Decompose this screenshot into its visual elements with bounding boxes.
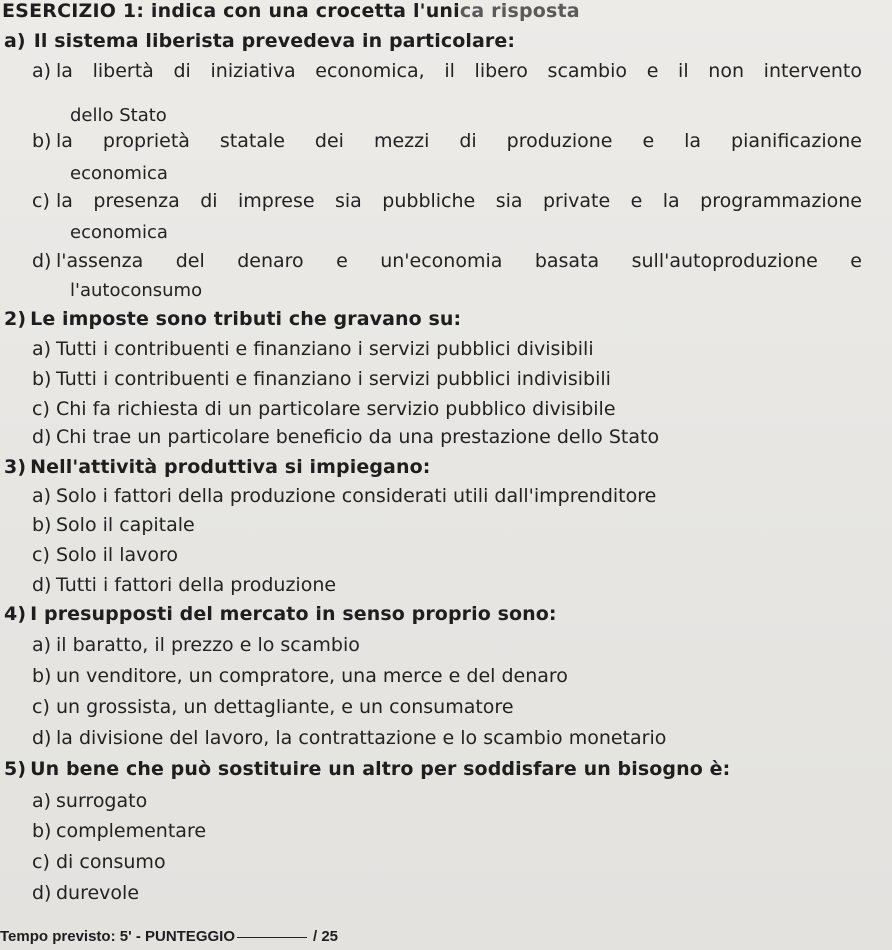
q2-option-b[interactable]: b) Tutti i contribuenti e finanziano i servizi pubblici indivisibili: [32, 368, 611, 390]
q5-option-c[interactable]: c) di consumo: [32, 851, 166, 873]
q1-option-c-cont: economica: [70, 222, 168, 243]
q2-option-d[interactable]: d) Chi trae un particolare beneficio da una prestazione dello Stato: [32, 426, 660, 448]
q1-option-b[interactable]: b) la proprietà statale dei mezzi di produzione e la pianificazione: [32, 130, 862, 152]
q4-option-a[interactable]: a) il baratto, il prezzo e lo scambio: [32, 634, 360, 656]
q4-option-d[interactable]: d) la divisione del lavoro, la contrattazione e lo scambio monetario: [32, 727, 667, 749]
q2-option-c[interactable]: c) Chi fa richiesta di un particolare servizio pubblico divisibile: [32, 398, 616, 420]
exercise-title: ESERCIZIO 1: indica con una crocetta l'unica risposta: [2, 0, 580, 22]
q2-option-a[interactable]: a) Tutti i contribuenti e finanziano i servizi pubblici divisibili: [32, 338, 594, 360]
q4-option-b[interactable]: b) un venditore, un compratore, una merce e del denaro: [32, 665, 568, 687]
question-3: 3) Nell'attività produttiva si impiegano:: [4, 456, 431, 478]
q5-option-b[interactable]: b) complementare: [32, 820, 207, 842]
q3-option-b[interactable]: b) Solo il capitale: [32, 514, 195, 536]
q1-option-d-cont: l'autoconsumo: [70, 280, 203, 301]
q1-option-a[interactable]: a) la libertà di iniziativa economica, il libero scambio e il non intervento: [32, 60, 862, 82]
question-5: 5) Un bene che può sostituire un altro per soddisfare un bisogno è:: [4, 758, 731, 780]
q4-option-c[interactable]: c) un grossista, un dettagliante, e un consumatore: [32, 696, 514, 718]
q3-option-a[interactable]: a) Solo i fattori della produzione considerati utili dall'imprenditore: [32, 485, 657, 507]
q5-option-d[interactable]: d) durevole: [32, 882, 140, 904]
score-blank[interactable]: [237, 937, 307, 938]
footer-time-score: Tempo previsto: 5' - PUNTEGGIO / 25: [0, 928, 339, 945]
question-1: a) Il sistema liberista prevedeva in particolare:: [4, 30, 516, 52]
q1-option-b-cont: economica: [70, 163, 168, 184]
question-2: 2) Le imposte sono tributi che gravano su:: [4, 308, 462, 330]
q3-option-d[interactable]: d) Tutti i fattori della produzione: [32, 574, 337, 596]
question-4: 4) I presupposti del mercato in senso proprio sono:: [4, 603, 557, 625]
q3-option-c[interactable]: c) Solo il lavoro: [32, 544, 179, 566]
q1-option-d[interactable]: d) l'assenza del denaro e un'economia basata sull'autoproduzione e: [32, 250, 862, 272]
q5-option-a[interactable]: a) surrogato: [32, 790, 148, 812]
q1-option-c[interactable]: c) la presenza di imprese sia pubbliche sia private e la programmazione: [32, 190, 862, 212]
q1-option-a-cont: dello Stato: [70, 105, 167, 126]
